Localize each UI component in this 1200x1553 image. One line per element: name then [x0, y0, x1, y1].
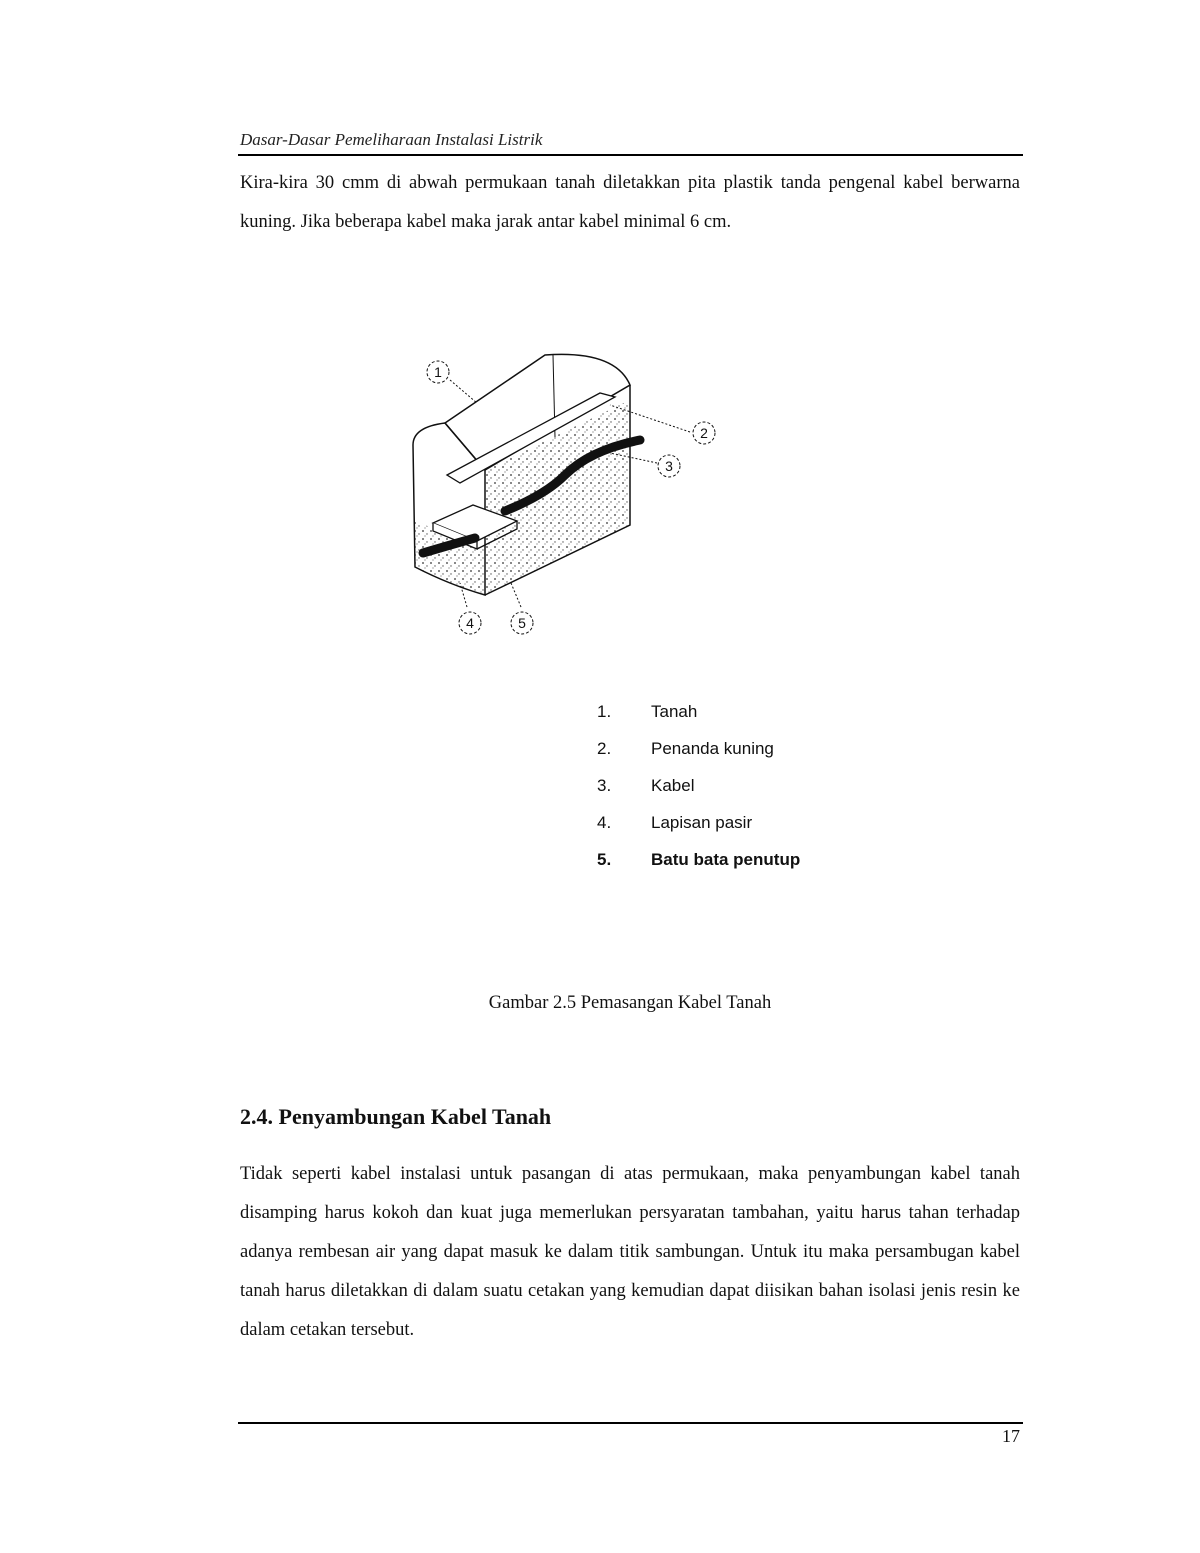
- footer-rule: [238, 1422, 1023, 1424]
- figure-legend: [597, 697, 897, 882]
- legend-number: 2.: [597, 739, 612, 758]
- legend-number: 1.: [597, 702, 612, 721]
- figure-caption: Gambar 2.5 Pemasangan Kabel Tanah: [488, 993, 772, 1013]
- callout-3: 3: [665, 458, 673, 474]
- cable-trench-figure: [405, 345, 725, 645]
- legend-item: [597, 808, 897, 845]
- legend-item: [597, 697, 897, 734]
- legend-label: Penanda kuning: [651, 739, 774, 758]
- callout-4: 4: [466, 615, 474, 631]
- legend-label: Batu bata penutup: [651, 850, 801, 869]
- callout-1: 1: [434, 364, 442, 380]
- legend-item: [597, 845, 897, 882]
- legend-number: 5.: [597, 850, 612, 869]
- callout-2: 2: [700, 425, 708, 441]
- legend-item: [597, 771, 897, 808]
- section-heading: 2.4. Penyambungan Kabel Tanah: [240, 1104, 552, 1129]
- intro-paragraph: Kira-kira 30 cmm di abwah permukaan tanah diletakkan pita plastik tanda pengenal kabel berwarna kuning. Jika beberapa kabel maka jarak antar kabel minimal 6 cm.: [240, 173, 1020, 232]
- legend-label: Lapisan pasir: [651, 813, 753, 832]
- legend-item: [597, 734, 897, 771]
- cable-trench-diagram: [405, 345, 725, 645]
- legend-label: Tanah: [651, 702, 698, 721]
- legend-label: Kabel: [651, 776, 695, 795]
- header-rule: [238, 154, 1023, 156]
- section-paragraph: Tidak seperti kabel instalasi untuk pasangan di atas permukaan, maka penyambungan kabel tanah disamping harus kokoh dan kuat juga memerlukan persyaratan tambahan, yaitu harus tahan terhadap adanya rembesan air yang dapat masuk ke dalam titik sambungan. Untuk itu maka persambugan kabel tanah harus diletakkan di dalam suatu cetakan yang kemudian dapat diisikan bahan isolasi jenis resin ke dalam cetakan tersebut.: [240, 1164, 1020, 1340]
- running-header: Dasar-Dasar Pemeliharaan Instalasi Listrik: [240, 130, 543, 149]
- page-number: 17: [1002, 1426, 1020, 1446]
- legend-number: 4.: [597, 813, 612, 832]
- callout-5: 5: [518, 615, 526, 631]
- legend-number: 3.: [597, 776, 612, 795]
